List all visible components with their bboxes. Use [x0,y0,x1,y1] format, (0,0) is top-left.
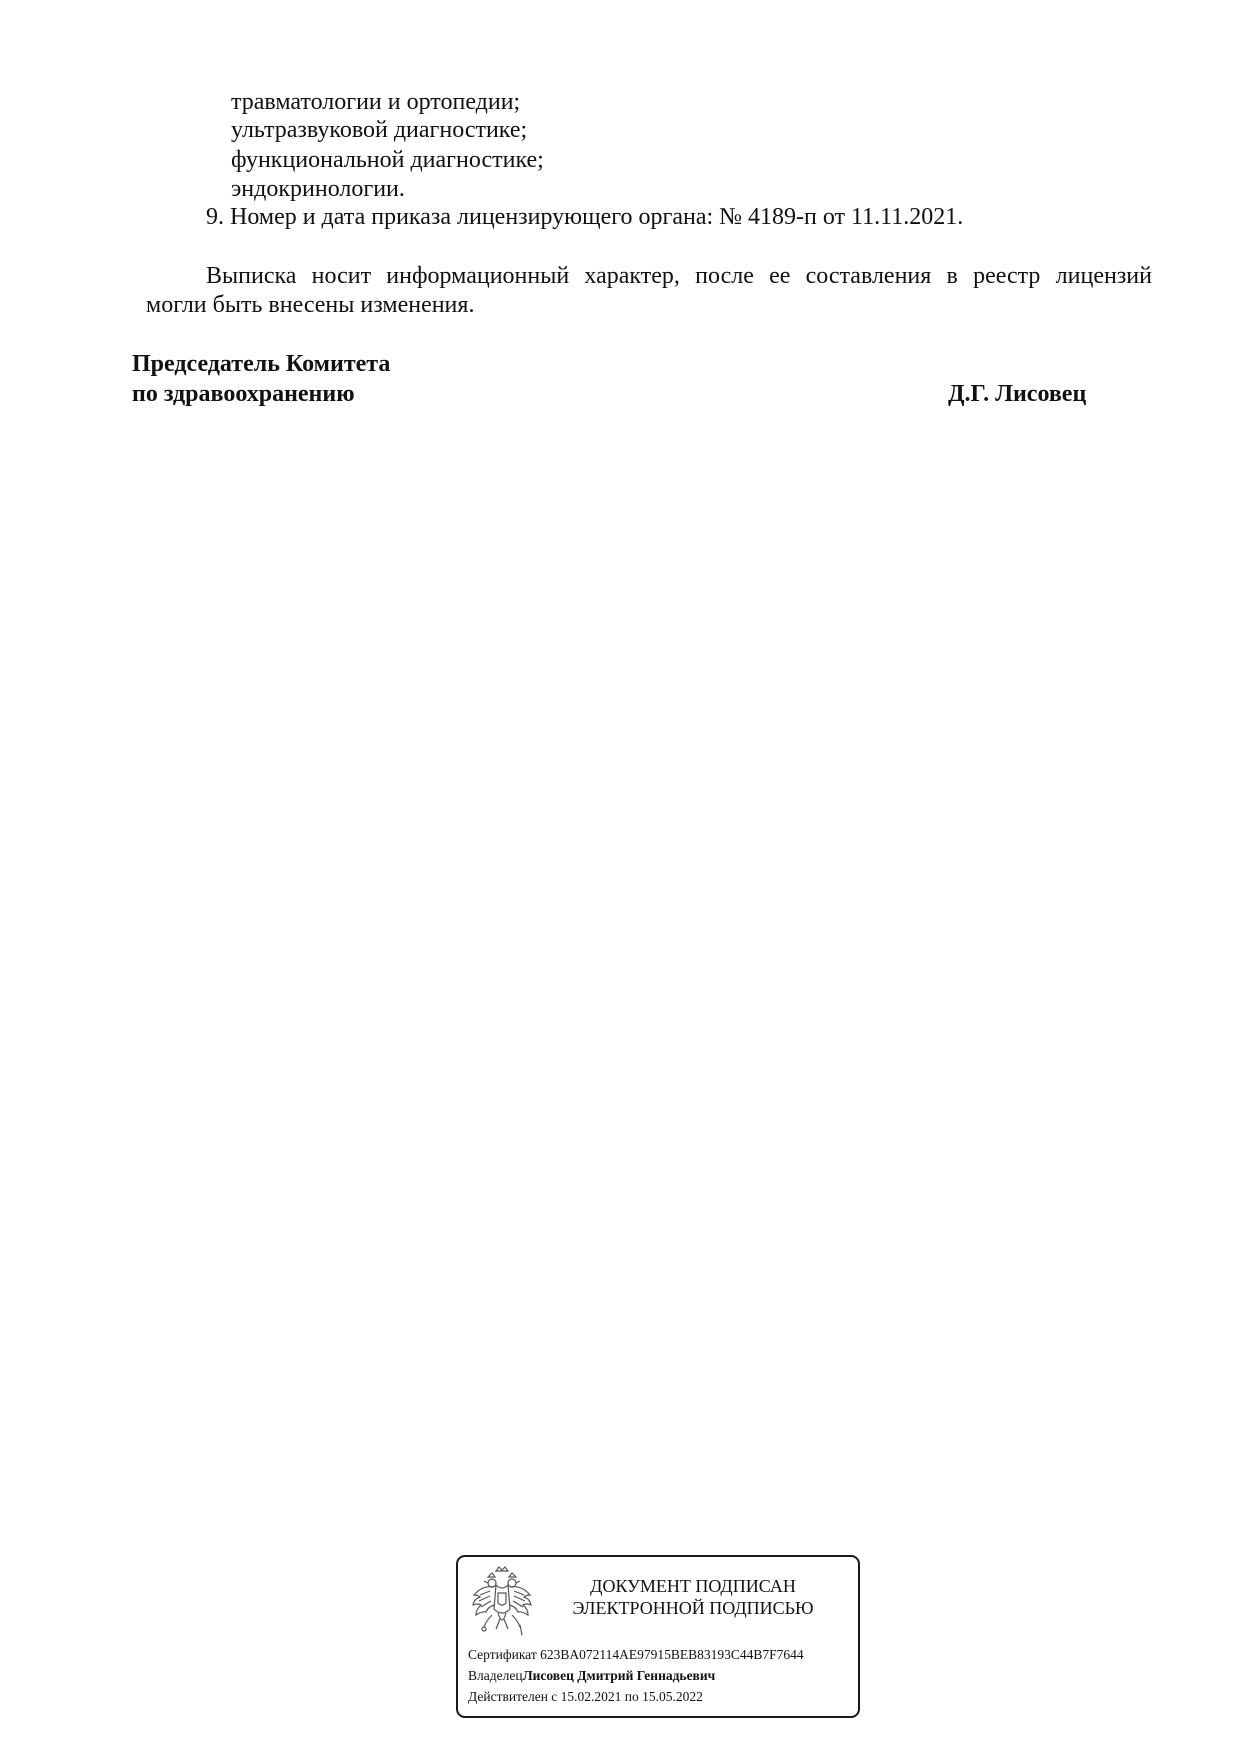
signatory-position-line-1: Председатель Комитета [132,351,391,377]
stamp-heading-line-2: ЭЛЕКТРОННОЙ ПОДПИСЬЮ [572,1598,814,1618]
list-item: травматологии и ортопедии; [231,89,521,115]
order-number-item: 9. Номер и дата приказа лицензирующего органа: № 4189-п от 11.11.2021. [206,204,964,230]
list-item: эндокринологии. [231,176,405,202]
notice-line-1: Выписка носит информационный характер, после ее составления в реестр лицензий [206,263,1152,289]
owner-label: Владелец [468,1668,523,1683]
certificate-line [468,1647,804,1663]
stamp-heading-line-1: ДОКУМЕНТ ПОДПИСАН [590,1576,796,1596]
list-item: функциональной диагностике; [231,147,544,173]
certificate-label: Сертификат [468,1647,537,1662]
notice-line-2: могли быть внесены изменения. [146,292,475,318]
validity-line: Действителен с 15.02.2021 по 15.05.2022 [468,1689,703,1704]
owner-line [468,1668,715,1684]
list-item: ультразвуковой диагностике; [231,117,528,143]
russian-coat-of-arms-icon [470,1565,534,1641]
electronic-signature-stamp [456,1555,860,1718]
owner-value: Лисовец Дмитрий Геннадьевич [522,1668,716,1683]
signatory-position-line-2: по здравоохранению [132,381,355,407]
signatory-name: Д.Г. Лисовец [948,381,1087,407]
certificate-value: 623BA072114AE97915BEB83193C44B7F7644 [540,1647,804,1662]
